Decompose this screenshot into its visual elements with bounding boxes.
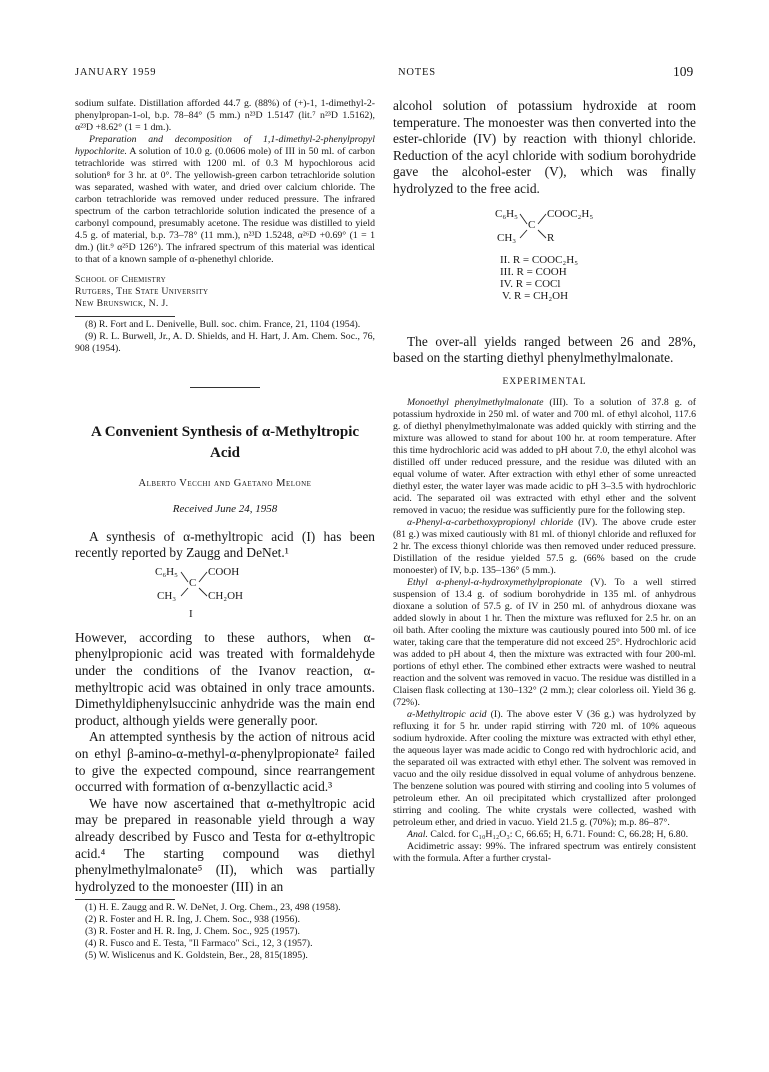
experimental-paragraph <box>393 517 696 577</box>
address-line: Rutgers, The State University <box>75 286 209 298</box>
article-separator <box>190 387 260 388</box>
footnote: (4) R. Fusco and E. Testa, "Il Farmaco" Sci., 12, 3 (1957). <box>85 938 313 950</box>
r-definition: II. R = COOC₂H₅ <box>500 253 579 266</box>
received-date: Received June 24, 1958 <box>172 502 278 515</box>
r-definition: III. R = COOH <box>500 265 567 278</box>
procedure-text: (IV). The above crude ester (81 g.) was mixed cautiously with 81 ml. of thionyl chloride and refluxed for 2 hr. The excess thionyl chloride was then removed under reduced pressure. Distillation of the residue yielded 57.5 g. (66% based on the crude monoester) of IV, b.p. 135–136° (5 mm.). <box>393 516 697 576</box>
procedure-text: (V). To a well stirred suspension of 13.4 g. of sodium borohydride in 135 ml. of anhydrous dioxane a solution of 57.5 g. of IV in 250 ml. of anhydrous dioxane was added slowly in about 1 hr. Then the mixture was refluxed for 2.5 hr. on an oil bath. After cooling the mixture was cautiously poured into 500 ml. of ice water, taking care that the temperature did not exceed 25°. Hydrochloric acid was added to pH about 4, then the mixture was extracted with four 200-ml. portions of ethyl ether. The combined ether extracts were washed to neutral reaction and the solvent was removed in vacuo. The residue was distilled in a Claisen flask collecting at 130–132° (2 mm.); clear colorless oil. Yield 36 g. (72%). <box>393 576 696 708</box>
paragraph: However, according to these authors, when α-phenylpropionic acid was treated with formaldehyde under the conditions of the Ivanov reaction, α-methyltropic acid was obtained in only trace amounts. Dimethyldiphenylsuccinic anhydride was the main end product, although yields were generally poor. <box>75 629 375 728</box>
footnote: (8) R. Fort and L. Denivelle, Bull. soc. chim. France, 21, 1104 (1954). <box>85 318 361 330</box>
analysis-text: Calcd. for C₁₀H₁₂O₃: C, 66.65; H, 6.71. Found: C, 66.28; H, 6.80. <box>427 828 689 840</box>
footnote-rule <box>75 316 175 317</box>
paragraph: An attempted synthesis by the action of nitrous acid on ethyl β-amino-α-methyl-α-phenylpropionate² failed to give the expected compound, since rearrangement occurred with formation of α-benzyllactic acid.³ <box>75 729 375 795</box>
structure-I <box>75 566 375 628</box>
group-carboxyl: COOH <box>208 565 240 578</box>
procedure-text: (III). To a solution of 37.8 g. of potassium hydroxide in 250 ml. of water and 700 ml. of ethyl alcohol, 117.6 g. of diethyl phenylmethylmalonate was added quickly with stirring and the mixture was allowed to stand for about 100 hr. at room temperature. After this time hydrochloric acid was added to pH about 7.0, the ethyl alcohol was distilled off under reduced pressure, and the residue was diluted with an equal volume of water. After extraction with ethyl ether of some unreacted diethyl ester, the water layer was made acidic to pH 3–3.5 with hydrochloric acid. The separated oil was extracted with ethyl ether and the solvent removed in vacuo; the residue was sufficiently pure for the following step. <box>393 396 696 516</box>
paragraph: We have now ascertained that α-methyltropic acid may be prepared in reasonable yield through a way already described by Fusco and Testa for α-ethyltropic acid.⁴ The starting compound was diethyl phenylmethylmalonate⁵ (II), which was partially hydrolyzed to the monoester (III) in an <box>75 795 375 894</box>
procedure-heading: Preparation and decomposition of 1,1-dimethyl-2-phenylpropyl hypochlorite. <box>75 134 375 157</box>
institution-address <box>75 274 375 311</box>
right-column <box>393 98 696 865</box>
running-head-date: JANUARY 1959 <box>75 67 157 78</box>
footnote-rule <box>75 899 175 900</box>
compound-heading: α-Methyltropic acid <box>407 708 487 720</box>
experimental-paragraph <box>393 709 696 829</box>
group-phenyl: C₆H₅ <box>495 207 518 220</box>
group-methyl: CH₃ <box>497 231 517 244</box>
address-line: New Brunswick, N. J. <box>75 298 169 310</box>
assay-paragraph <box>393 841 696 865</box>
previous-article-text: sodium sulfate. Distillation afforded 44.7 g. (88%) of (+)-1, 1-dimethyl-2-phenylpropan-1-ol, b.p. 78–84° (5 mm.) n²³D 1.5147 (lit.⁷ n²³D 1.5162), α²³D +8.62° (1 = 1 dm.). <box>75 98 375 133</box>
intro-paragraph: A synthesis of α-methyltropic acid (I) has been recently reported by Zaugg and DeNet.¹ <box>75 528 375 561</box>
group-r: R <box>547 231 555 244</box>
group-ester: COOC₂H₅ <box>547 207 594 220</box>
article-authors: Alberto Vecchi and Gaetano Melone <box>138 477 312 489</box>
footnote: (1) H. E. Zaugg and R. W. DeNet, J. Org. Chem., 23, 498 (1958). <box>85 902 341 914</box>
address-line: School of Chemistry <box>75 274 167 285</box>
left-column <box>75 98 375 962</box>
group-hydroxymethyl: CH₂OH <box>208 589 244 602</box>
compound-heading: Monoethyl phenylmethylmalonate <box>407 396 544 408</box>
yield-paragraph: The over-all yields ranged between 26 and 28%, based on the starting diethyl phenylmethylmalonate. <box>393 333 696 366</box>
experimental-paragraph <box>393 577 696 709</box>
continued-paragraph: alcohol solution of potassium hydroxide at room temperature. The monoester was then converted into the ester-chloride (IV) by reaction with thionyl chloride. Reduction of the acyl chloride with sodium borohydride gave the alcohol-ester (V), which was finally hydrolyzed to the free acid. <box>393 98 696 196</box>
procedure-text: A solution of 10.0 g. (0.0606 mole) of III in 50 ml. of carbon tetrachloride was stirred with 1200 ml. of 0.3 M hypochlorous acid solution⁸ for 3 hr. at 0°. The yellowish-green carbon tetrachloride solution was separated, washed with water, and dried over calcium chloride. The carbon tetrachloride was removed under reduced pressure. The infrared spectrum of the carbon tetrachloride solution indicated the presence of a carbonyl compound, presumably acetone. The residue was distilled to yield 4.5 g. of material, b.p. 73–78° (11 mm.), n²³D 1.5248, α²⁶D +0.69° (1 = 1 dm.) (lit.⁹ α²⁵D 126°). The infrared spectrum of this material was identical to that of a known sample of α-phenethyl chloride. <box>75 146 375 265</box>
r-definition: IV. R = COCl <box>500 277 561 290</box>
procedure-text: (I). The above ester V (36 g.) was hydrolyzed by refluxing it for 5 hr. under rapid stirring with 720 ml. of 10% aqueous sodium hydroxide. After cooling the mixture was extracted with ethyl ether, the aqueous layer was made acidic to Congo red with hydrochloric acid, and the separated oil was extracted with ethyl ether. The solvent was removed in vacuo and the oily residue dissolved in equal volume of anhydrous benzene. The benzene solution was poured with stirring and cooling into 5 volumes of petroleum ether. An oil precipitated which crystallized after prolonged stirring and cooling. The white crystals were collected, washed with petroleum ether, and dried in vacuo. Yield 21.5 g. (70%); m.p. 86–87°. <box>393 708 696 828</box>
group-methyl: CH₃ <box>157 589 177 602</box>
footnote: (2) R. Foster and H. R. Ing, J. Chem. Soc., 938 (1956). <box>85 914 300 926</box>
page-number: 109 <box>673 64 694 79</box>
section-heading: EXPERIMENTAL <box>502 376 587 387</box>
experimental-paragraph <box>393 397 696 517</box>
group-phenyl: C₆H₅ <box>155 565 178 578</box>
compound-heading: α-Phenyl-α-carbethoxypropionyl chloride <box>407 516 574 528</box>
assay-text: Acidimetric assay: 99%. The infrared spectrum was entirely consistent with the formula. After a further crystal- <box>393 840 696 864</box>
structure-II-V <box>393 208 696 312</box>
running-head-section: NOTES <box>398 67 436 78</box>
central-carbon: C <box>189 576 197 589</box>
footnote: (3) R. Foster and H. R. Ing, J. Chem. Soc., 925 (1957). <box>85 926 300 938</box>
footnote: (5) W. Wislicenus and K. Goldstein, Ber., 28, 815(1895). <box>85 950 308 962</box>
compound-heading: Ethyl α-phenyl-α-hydroxymethylpropionate <box>407 576 583 588</box>
r-definition: V. R = CH₂OH <box>502 289 569 302</box>
analysis-paragraph <box>393 829 696 841</box>
hypochlorite-procedure <box>75 134 375 266</box>
analysis-heading: Anal. <box>407 828 428 840</box>
compound-label: I <box>189 607 193 620</box>
footnote: (9) R. L. Burwell, Jr., A. D. Shields, and H. Hart, J. Am. Chem. Soc., 76, 908 (1954). <box>75 330 375 354</box>
article-title: A Convenient Synthesis of α-Methyltropic Acid <box>90 423 360 461</box>
central-carbon: C <box>528 218 536 231</box>
